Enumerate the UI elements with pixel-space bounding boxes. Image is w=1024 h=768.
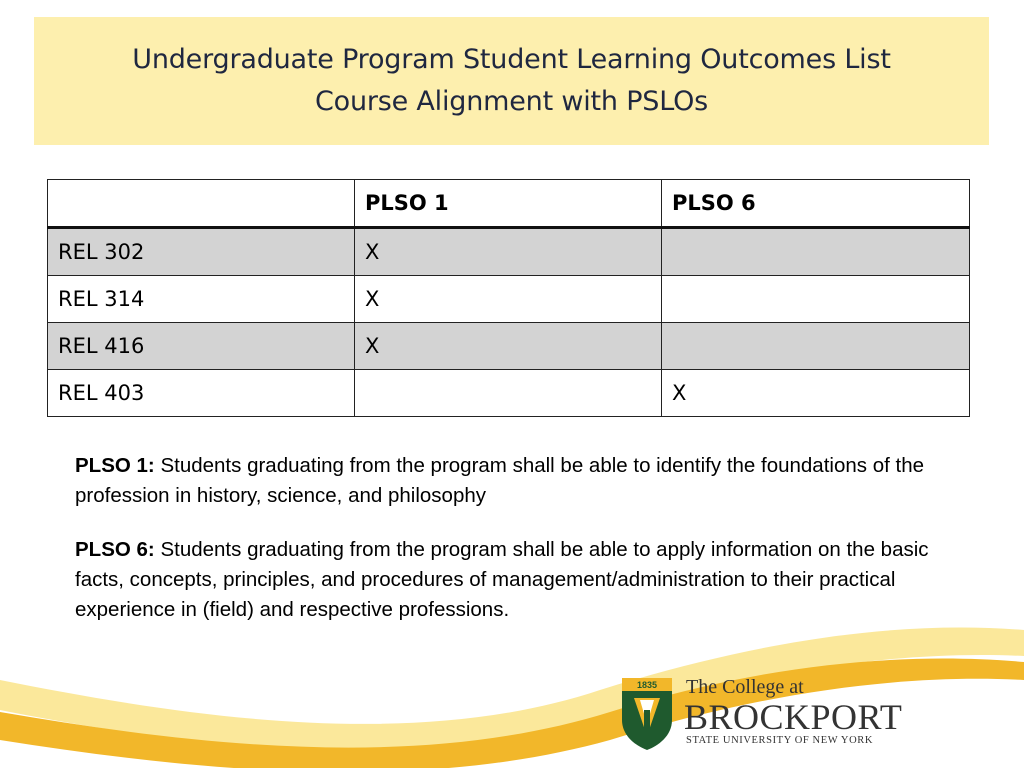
plso6-cell [662, 228, 970, 276]
course-cell: REL 403 [48, 370, 355, 417]
table-header-row [48, 180, 970, 228]
header-cell-plso6: PLSO 6 [662, 180, 970, 228]
plso1-definition [75, 451, 955, 511]
plso1-cell: X [355, 228, 662, 276]
alignment-table [47, 179, 970, 417]
college-seal-icon [618, 674, 676, 752]
plso6-cell: X [662, 370, 970, 417]
plso1-cell: X [355, 323, 662, 370]
plso6-text: Students graduating from the program shall be able to apply information on the basic facts, concepts, principles, and procedures of management/administration to their practical experience in (field) and respective professions. [75, 538, 929, 621]
college-logo [618, 674, 903, 754]
table-row [48, 323, 970, 370]
header-cell-empty [48, 180, 355, 228]
plso1-cell [355, 370, 662, 417]
plso1-label: PLSO 1: [75, 454, 155, 477]
course-cell: REL 416 [48, 323, 355, 370]
plso6-label: PLSO 6: [75, 538, 155, 561]
plso6-cell [662, 323, 970, 370]
table-row [48, 228, 970, 276]
course-cell: REL 302 [48, 228, 355, 276]
header-cell-plso1: PLSO 1 [355, 180, 662, 228]
table-row [48, 276, 970, 323]
title-band [34, 17, 989, 145]
plso1-cell: X [355, 276, 662, 323]
logo-text-line1: The College at [686, 676, 804, 698]
slide-subtitle: Course Alignment with PSLOs [314, 86, 709, 117]
logo-text-suny: STATE UNIVERSITY OF NEW YORK [686, 735, 874, 746]
seal-year: 1835 [636, 680, 658, 690]
logo-text-brockport: BROCKPORT [684, 697, 903, 737]
plso6-cell [662, 276, 970, 323]
table-row [48, 370, 970, 417]
slide-title: Undergraduate Program Student Learning Outcomes List [132, 44, 891, 75]
course-cell: REL 314 [48, 276, 355, 323]
plso1-text: Students graduating from the program shall be able to identify the foundations of the profession in history, science, and philosophy [75, 454, 924, 507]
